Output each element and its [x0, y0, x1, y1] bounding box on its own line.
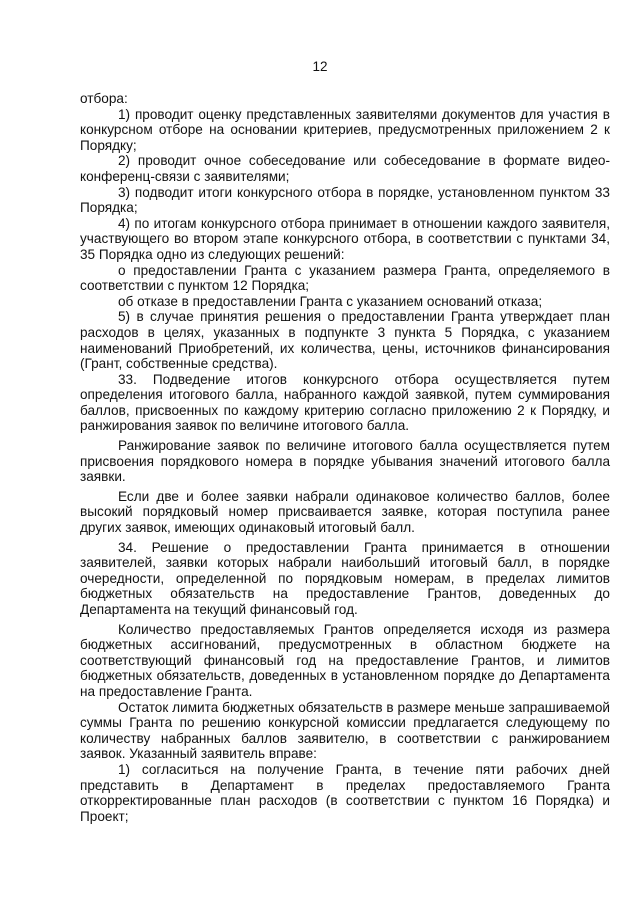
paragraph: 5) в случае принятия решения о предоставлении Гранта утверждает план расходов в целях, указанных в подпункте 3 пункта 5 Порядка, с указанием наименований Приобретений, их количества, цены, источников финансирования (Грант, собственные средства). — [80, 309, 610, 372]
paragraph: Количество предоставляемых Грантов определяется исходя из размера бюджетных ассигнований, предусмотренных в областном бюджете на соответствующий финансовый год на предоставление Грантов, и лимитов бюджетных обязательств, доведенных в установленном порядке до Департамента на предоставление Гранта. — [80, 621, 610, 699]
paragraph: о предоставлении Гранта с указанием размера Гранта, определяемого в соответствии с пунктом 12 Порядка; — [80, 262, 610, 294]
paragraph: об отказе в предоставлении Гранта с указанием оснований отказа; — [118, 293, 543, 309]
paragraph: 1) проводит оценку представленных заявителями документов для участия в конкурсном отборе на основании критериев, предусмотренных приложением 2 к Порядку; — [80, 106, 610, 153]
page-number: 12 — [312, 59, 328, 74]
paragraph: 33. Подведение итогов конкурсного отбора осуществляется путем определения итогового балла, набранного каждой заявкой, путем суммирования баллов, присвоенных по каждому критерию согласно приложению 2 к Порядку, и ранжирования заявок по величине итогового балла. — [80, 371, 610, 434]
paragraph: Если две и более заявки набрали одинаковое количество баллов, более высокий порядковый номер присваивается заявке, которая поступила ранее других заявок, имеющих одинаковый итоговый балл. — [80, 488, 610, 536]
paragraph: Остаток лимита бюджетных обязательств в размере меньше запрашиваемой суммы Гранта по решению конкурсной комиссии предлагается следующему по количеству набранных баллов заявителю, в соответствии с ранжированием заявок. Указанный заявитель вправе: — [80, 699, 610, 762]
paragraph: 34. Решение о предоставлении Гранта принимается в отношении заявителей, заявки которых набрали наибольший итоговый балл, в порядке очередности, определенной по порядковым номерам, в пределах лимитов бюджетных обязательств на предоставление Грантов, доведенных до Департамента на текущий финансовый год. — [80, 539, 610, 617]
paragraph: 3) подводит итоги конкурсного отбора в порядке, установленном пунктом 33 Порядка; — [80, 184, 610, 216]
paragraph: 2) проводит очное собеседование или собеседование в формате видео-конференц-связи с заявителями; — [80, 153, 610, 184]
paragraph: 1) согласиться на получение Гранта, в течение пяти рабочих дней представить в Департамент в пределах предоставляемого Гранта откорректированные план расходов (в соответствии с пунктом 16 Порядка) и Проект; — [80, 761, 610, 824]
document-body — [80, 91, 610, 824]
paragraph: Ранжирование заявок по величине итогового балла осуществляется путем присвоения порядкового номера в порядке убывания значений итогового балла заявки. — [80, 438, 610, 485]
paragraph: отбора: — [80, 91, 128, 106]
paragraph: 4) по итогам конкурсного отбора принимает в отношении каждого заявителя, участвующего во втором этапе конкурсного отбора, в соответствии с пунктами 34, 35 Порядка одно из следующих решений: — [80, 215, 610, 262]
